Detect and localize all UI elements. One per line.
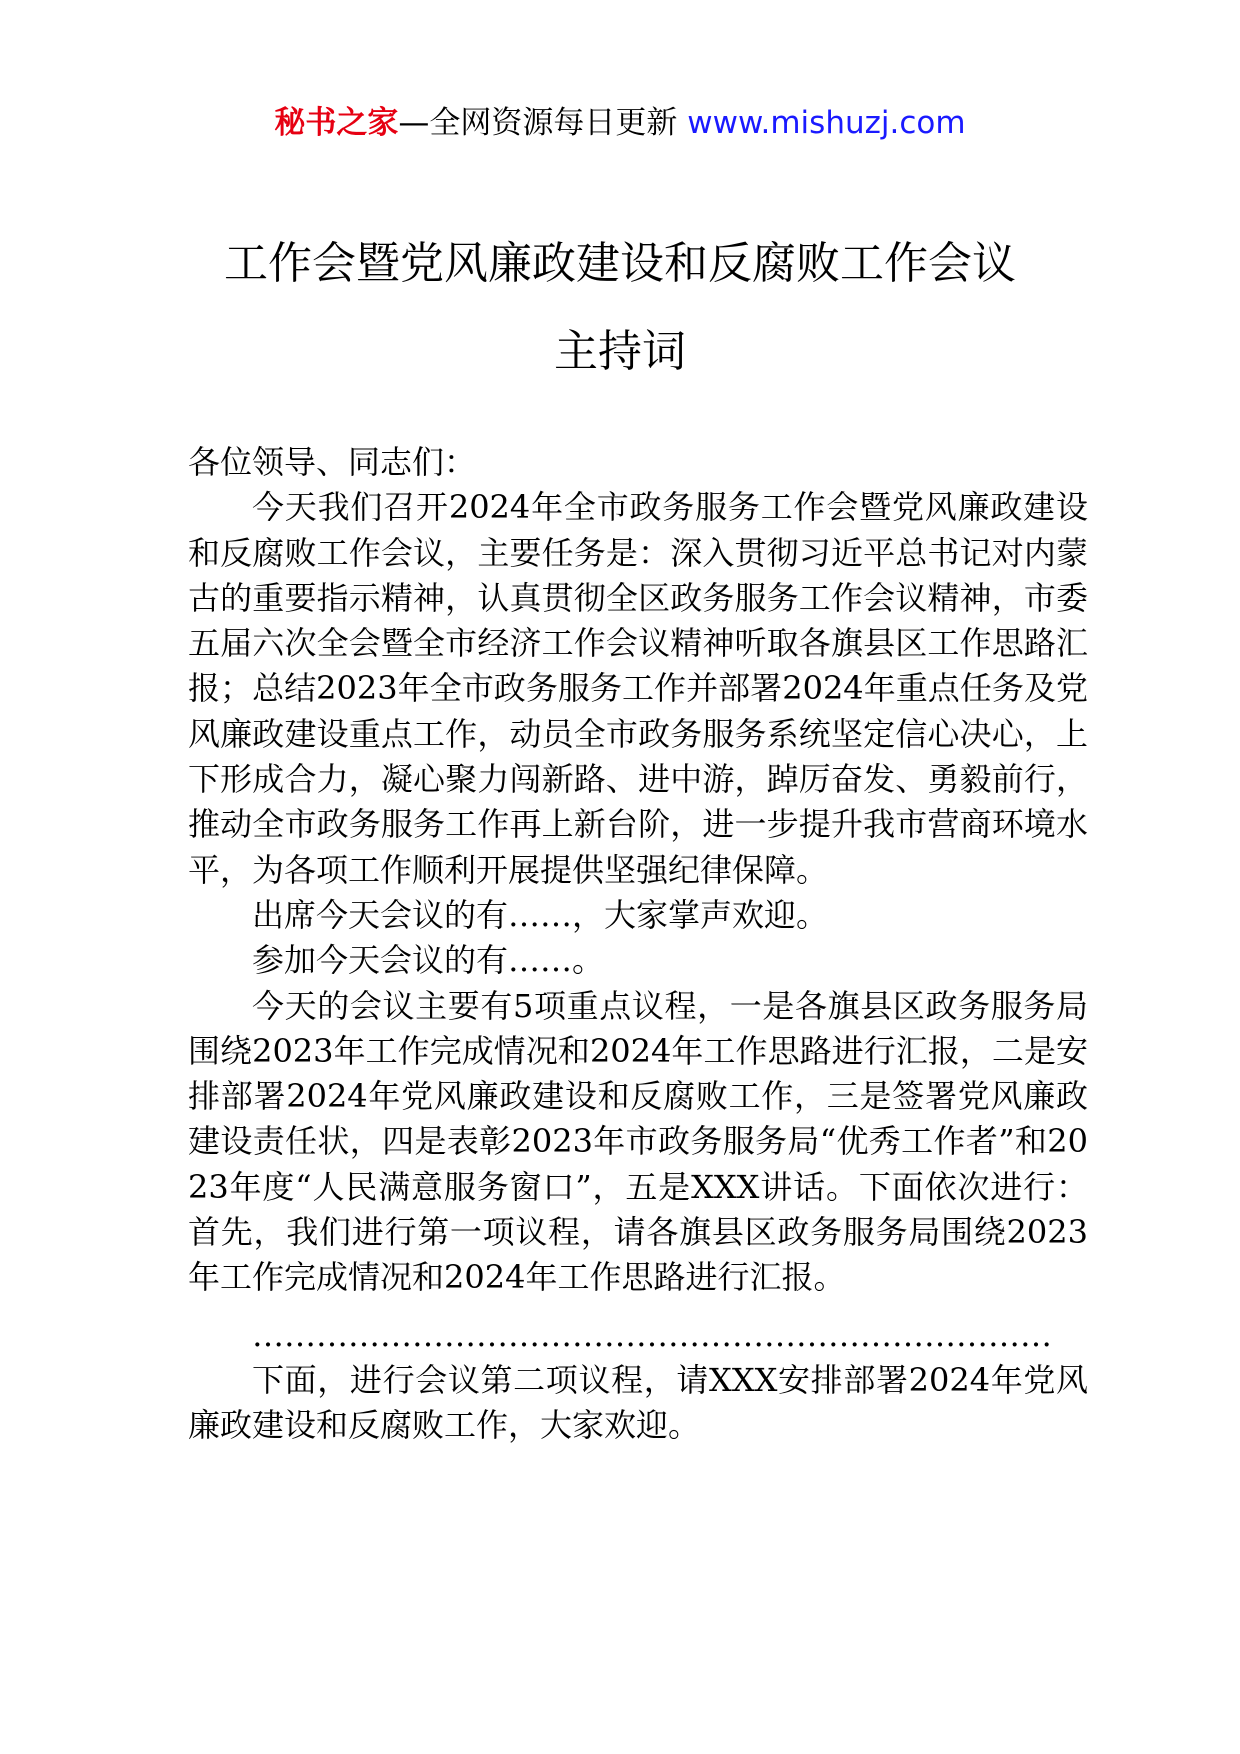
paragraph-intro: 今天我们召开2024年全市政务服务工作会暨党风廉政建设和反腐败工作会议，主要任务是：深入贯彻习近平总书记对内蒙古的重要指示精神，认真贯彻全区政务服务工作会议精神，市委五届六次全会暨全市经济工作会议精神听取各旗县区工作思路汇报；总结2023年全市政务服务工作并部署2024年重点任务及党风廉政建设重点工作，动员全市政务服务系统坚定信心决心，上下形成合力，凝心聚力闯新路、进中游，踔厉奋发、勇毅前行，推动全市政务服务工作再上新台阶，进一步提升我市营商环境水平，为各项工作顺利开展提供坚强纪律保障。 bbox=[188, 488, 1088, 889]
document-body bbox=[188, 440, 1088, 1449]
paragraph-attendees-present: 出席今天会议的有……，大家掌声欢迎。 bbox=[252, 895, 829, 934]
document-title-line2: 主持词 bbox=[554, 326, 686, 377]
salutation: 各位领导、同志们： bbox=[188, 443, 477, 481]
paragraph-attendees-participating: 参加今天会议的有……。 bbox=[252, 941, 605, 980]
document-title-line1: 工作会暨党风廉政建设和反腐败工作会议 bbox=[224, 238, 1016, 289]
site-header bbox=[0, 100, 1240, 146]
ellipsis-separator: ………………………………………………………………… bbox=[252, 1315, 1052, 1354]
paragraph-second-item: 下面，进行会议第二项议程，请XXX安排部署2024年党风廉政建设和反腐败工作，大家欢迎。 bbox=[188, 1360, 1088, 1445]
brand-name: 秘书之家 bbox=[274, 105, 399, 141]
paragraph-agenda: 今天的会议主要有5项重点议程，一是各旗县区政务服务局围绕2023年工作完成情况和2024年工作思路进行汇报，二是安排部署2024年党风廉政建设和反腐败工作，三是签署党风廉政建设责任状，四是表彰2023年市政务服务局“优秀工作者”和2023年度“人民满意服务窗口”，五是XXX讲话。下面依次进行：首先，我们进行第一项议程，请各旗县区政务服务局围绕2023年工作完成情况和2024年工作思路进行汇报。 bbox=[188, 986, 1088, 1297]
site-slogan: —全网资源每日更新 bbox=[398, 105, 688, 141]
site-url-link[interactable]: www.mishuzj.com bbox=[687, 105, 966, 141]
